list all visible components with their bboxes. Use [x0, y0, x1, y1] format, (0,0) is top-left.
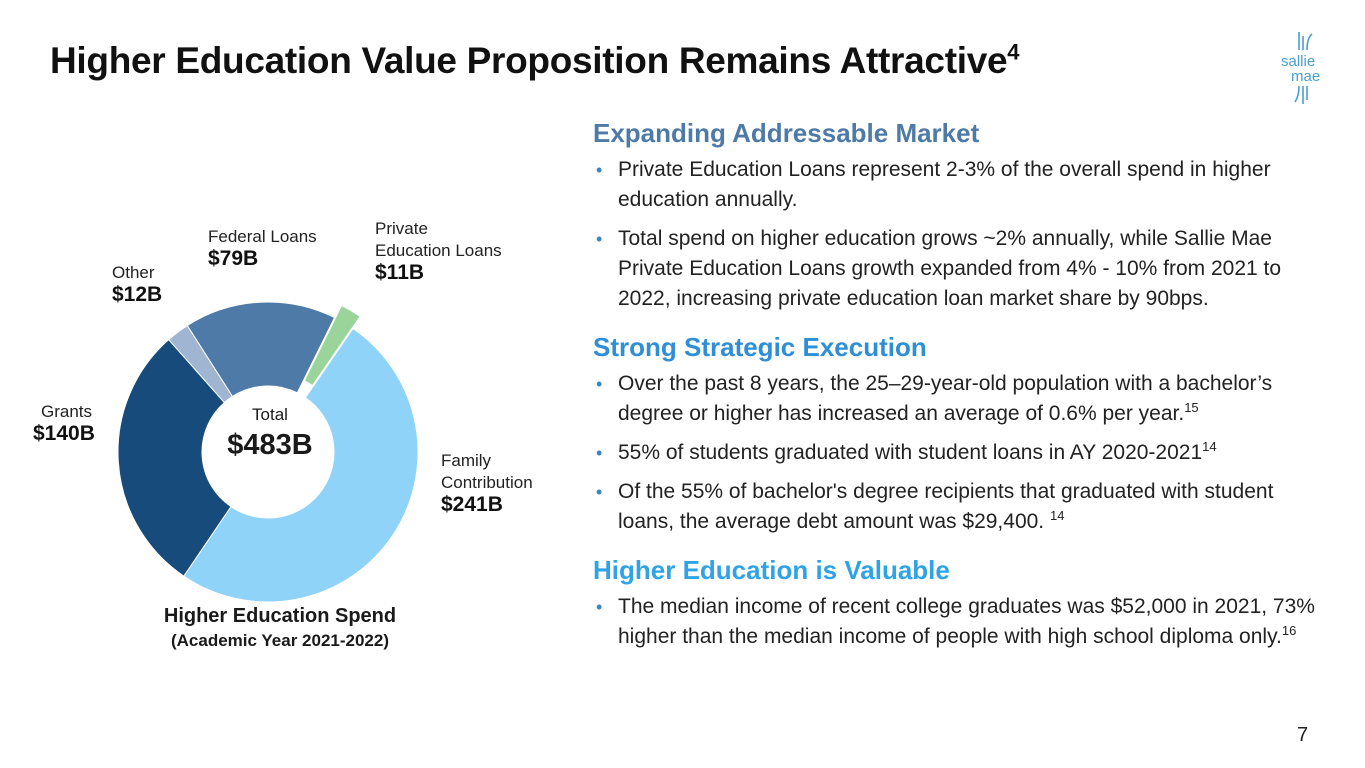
bullet-item: • The median income of recent college graduates was $52,000 in 2021, 73% higher than the median income of people with high school diploma only.$^{16}$ [593, 592, 1333, 652]
bullet-item: • Private Education Loans represent 2-3% of the overall spend in higher education annually. [593, 155, 1333, 215]
section-addressable-market [593, 118, 1333, 314]
label-federal-loans: Federal Loans $79B [208, 227, 317, 270]
bullet-item: • Total spend on higher education grows ~2% annually, while Sallie Mae Private Education Loans growth expanded from 4% - 10% from 2021 to 2022, increasing private education loan market share by 90bps. [593, 224, 1333, 314]
section-heading: Higher Education is Valuable [593, 555, 950, 585]
logo-text-sallie: sallie [1281, 53, 1316, 70]
donut-center [200, 405, 340, 462]
label-family-contribution: Family Contribution $241B [441, 451, 533, 516]
center-value: $483B [227, 429, 313, 461]
page-number: 7 [1297, 724, 1309, 746]
chart-subtitle: (Academic Year 2021-2022) [170, 631, 389, 650]
donut-chart [0, 110, 560, 610]
chart-caption [110, 605, 450, 651]
bullet-item: • Over the past 8 years, the 25–29-year-old population with a bachelor’s degree or higher has increased an average of 0.6% per year.$^{15}$ [593, 369, 1333, 429]
section-heading: Strong Strategic Execution [593, 332, 927, 362]
bullet-item: • Of the 55% of bachelor's degree recipients that graduated with student loans, the average debt amount was $29,400. $^{14}$ [593, 477, 1333, 537]
label-other: Other $12B [112, 263, 163, 306]
content-sections [593, 118, 1333, 670]
center-label: Total [252, 405, 288, 424]
section-heading: Expanding Addressable Market [593, 118, 980, 148]
page-title: Higher Education Value Proposition Remains Attractive$^4$ [50, 39, 1020, 81]
section-strategic-execution [593, 332, 1333, 537]
chart-title: Higher Education Spend [163, 605, 397, 627]
bullet-item: • 55% of students graduated with student loans in AY 2020-2021$^{14}$ [593, 438, 1333, 468]
sallie-mae-logo [1270, 28, 1340, 108]
logo-text-mae: mae [1291, 68, 1321, 85]
label-private-education-loans: Private Education Loans $11B [375, 219, 502, 284]
label-grants: Grants $140B [33, 402, 95, 445]
section-education-valuable [593, 555, 1333, 652]
